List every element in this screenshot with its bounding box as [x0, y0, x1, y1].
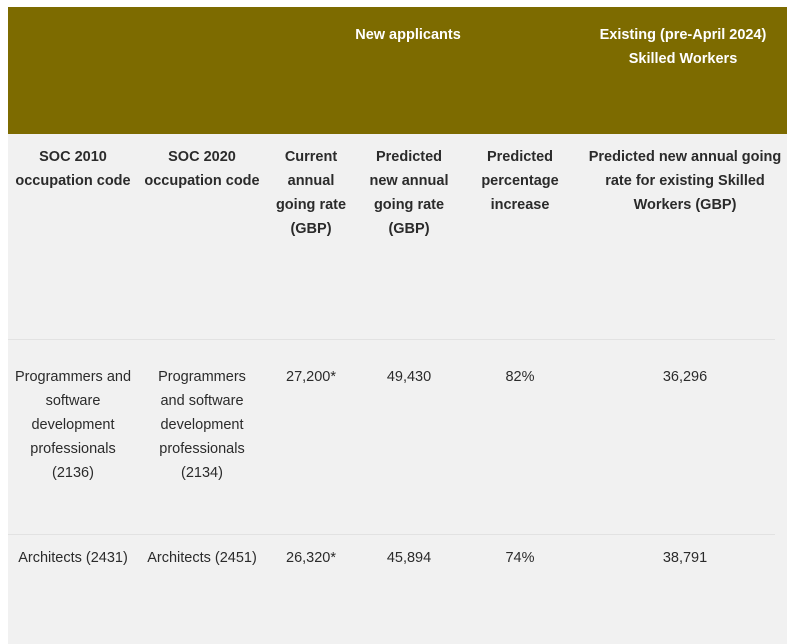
table-cell-percentage-increase: 82% [505, 369, 535, 385]
table-cell-soc2010: Programmers and software development professionals (2136) [14, 369, 132, 481]
table-cell-predicted-rate: 45,894 [386, 550, 432, 566]
group-header-new-applicants: New applicants [355, 27, 461, 43]
column-header-percentage-increase: Predicted percentage increase [481, 149, 559, 213]
table-cell-current-rate: 26,320* [286, 550, 336, 566]
table-cell-existing-rate: 36,296 [662, 369, 708, 385]
column-header-soc2020: SOC 2020 occupation code [144, 149, 260, 189]
table-cell-soc2010: Architects (2431) [18, 550, 128, 566]
row-divider [8, 534, 775, 535]
table-cell-percentage-increase: 74% [505, 550, 535, 566]
row-divider [8, 339, 775, 340]
table-cell-predicted-rate: 49,430 [386, 369, 432, 385]
column-header-current-rate: Current annual going rate (GBP) [275, 149, 347, 237]
column-header-soc2010: SOC 2010 occupation code [15, 149, 131, 189]
going-rate-table [8, 7, 787, 644]
table-cell-current-rate: 27,200* [286, 369, 336, 385]
table-cell-soc2020: Architects (2451) [147, 550, 257, 566]
column-header-existing-rate: Predicted new annual going rate for existing Skilled Workers (GBP) [588, 149, 782, 213]
column-header-predicted-rate: Predicted new annual going rate (GBP) [369, 149, 449, 237]
table-cell-soc2020: Programmers and software development professionals (2134) [158, 369, 246, 481]
group-header-band [8, 7, 787, 134]
group-header-existing-workers: Existing (pre-April 2024) Skilled Workers [599, 27, 767, 67]
table-cell-existing-rate: 38,791 [662, 550, 708, 566]
